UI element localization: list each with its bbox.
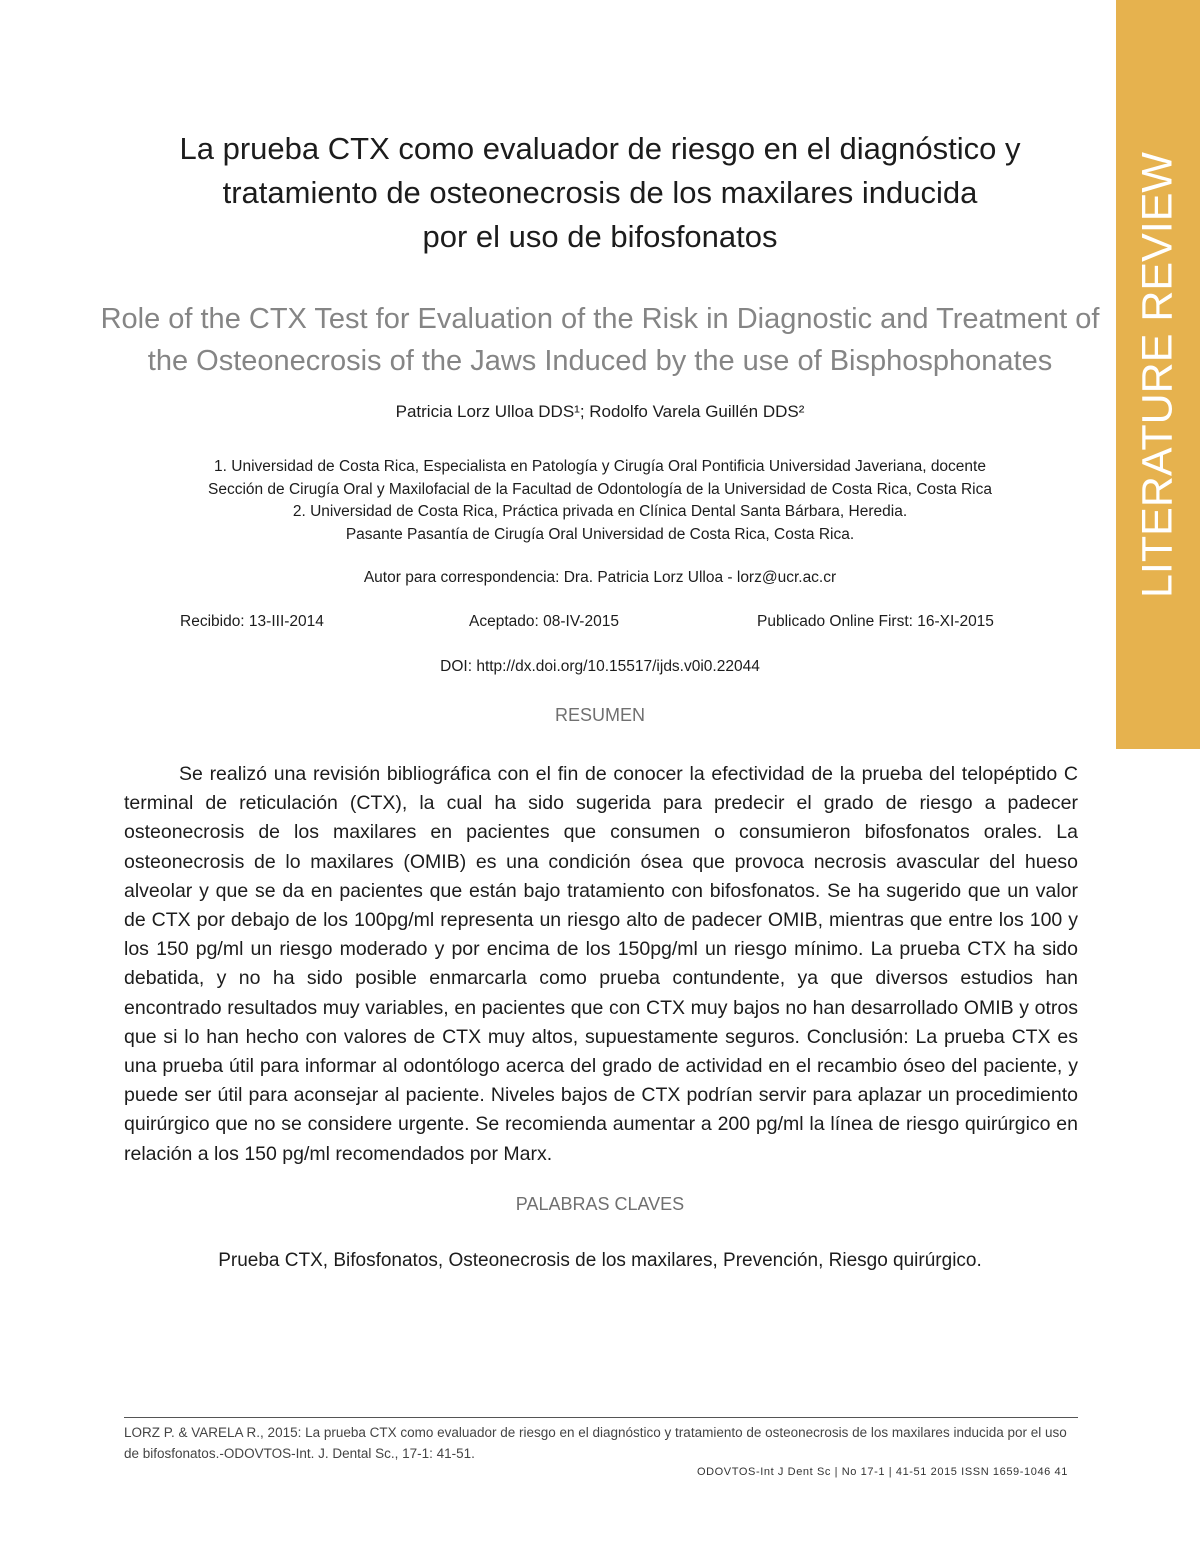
received-date: Recibido: 13-III-2014 (180, 613, 324, 630)
authors: Patricia Lorz Ulloa DDS¹; Rodolfo Varela Guillén DDS² (395, 402, 805, 421)
section-tab-label: LITERATURE REVIEW (1133, 152, 1182, 598)
keywords-heading: PALABRAS CLAVES (515, 1194, 685, 1214)
spanish-title (140, 127, 1060, 259)
doi: DOI: http://dx.doi.org/10.15517/ijds.v0i0.22044 (440, 658, 760, 675)
accepted-date: Aceptado: 08-IV-2015 (469, 613, 619, 630)
english-title (100, 298, 1100, 382)
spanish-title-line: tratamiento de osteonecrosis de los maxilares inducida (222, 175, 978, 210)
correspondence: Autor para correspondencia: Dra. Patricia Lorz Ulloa - lorz@ucr.ac.cr (363, 569, 837, 586)
affiliation-line: Pasante Pasantía de Cirugía Oral Universidad de Costa Rica, Costa Rica. (345, 526, 855, 543)
journal-footer: ODOVTOS-Int J Dent Sc | No 17-1 | 41-51 2015 ISSN 1659-1046 41 (696, 1466, 1068, 1478)
keywords: Prueba CTX, Bifosfonatos, Osteonecrosis de los maxilares, Prevención, Riesgo quirúrgico. (218, 1250, 982, 1271)
affiliation-line: 1. Universidad de Costa Rica, Especialista en Patología y Cirugía Oral Pontificia Universidad Javeriana, docente (214, 458, 986, 475)
published-date: Publicado Online First: 16-XI-2015 (757, 613, 994, 630)
spanish-title-line: La prueba CTX como evaluador de riesgo en el diagnóstico y (179, 131, 1021, 166)
english-title-line: the Osteonecrosis of the Jaws Induced by the use of Bisphosphonates (147, 345, 1053, 377)
abstract-text: Se realizó una revisión bibliográfica con el fin de conocer la efectividad de la prueba del telopéptido C terminal de reticulación (CTX), la cual ha sido sugerida para predecir el grado de riesgo a padecer osteonecrosis de los maxilares en pacientes que consumen o consumieron bifosfonatos orales. La osteonecrosis de lo maxilares (OMIB) es una condición ósea que provoca necrosis avascular del hueso alveolar y que se da en pacientes que están bajo tratamiento con bifosfonatos. Se ha sugerido que un valor de CTX por debajo de los 100pg/ml representa un riesgo alto de padecer OMIB, mientras que entre los 100 y los 150 pg/ml un riesgo moderado y por encima de los 150pg/ml un riesgo mínimo. La prueba CTX ha sido debatida, y no ha sido posible enmarcarla como prueba contundente, ya que diversos estudios han encontrado resultados muy variables, en pacientes que con CTX muy bajos no han desarrollado OMIB y otros que si lo han hecho con valores de CTX muy altos, supuestamente seguros. Conclusión: La prueba CTX es una prueba útil para informar al odontólogo acerca del grado de actividad en el recambio óseo del paciente, y puede ser útil para aconsejar al paciente. Niveles bajos de CTX podrían servir para aplazar un procedimiento quirúrgico que no se considere urgente. Se recomienda aumentar a 200 pg/ml la línea de riesgo quirúrgico en relación a los 150 pg/ml recomendados por Marx. (124, 763, 1078, 1165)
affiliation-line: 2. Universidad de Costa Rica, Práctica privada en Clínica Dental Santa Bárbara, Heredia. (292, 503, 908, 520)
abstract-heading: RESUMEN (554, 705, 645, 725)
affiliation-line: Sección de Cirugía Oral y Maxilofacial de la Facultad de Odontología de la Universidad de Costa Rica, Costa Rica (207, 481, 992, 498)
english-title-line: Role of the CTX Test for Evaluation of the Risk in Diagnostic and Treatment of (100, 303, 1100, 335)
section-tab (1116, 0, 1200, 749)
citation: LORZ P. & VARELA R., 2015: La prueba CTX como evaluador de riesgo en el diagnóstico y tratamiento de osteonecrosis de los maxilares inducida por el uso de bifosfonatos.-ODOVTOS-Int. J. Dental Sc., 17-1: 41-51. (124, 1425, 1067, 1461)
footer-divider (124, 1417, 1078, 1418)
spanish-title-line: por el uso de bifosfonatos (422, 219, 778, 254)
